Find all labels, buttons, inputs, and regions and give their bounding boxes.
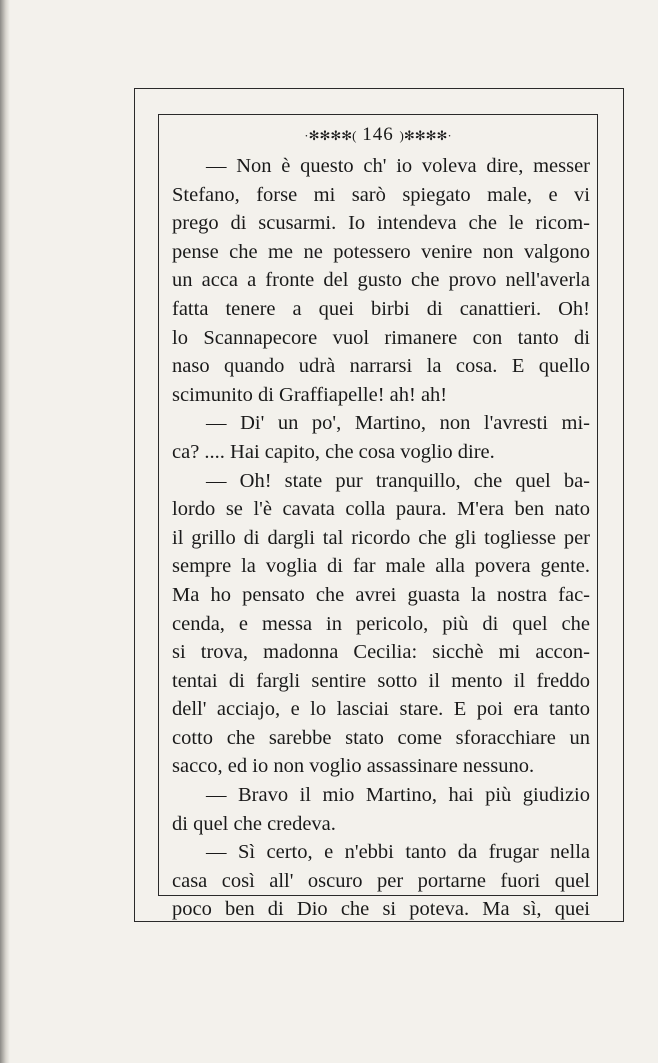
text-line: pense che me ne potessero venire non valgono (172, 240, 590, 263)
text-line: si trova, madonna Cecilia: sicchè mi accon- (172, 641, 590, 664)
text-line: naso quando udrà narrarsi la cosa. E quello (172, 355, 590, 378)
text-line: casa così all' oscuro per portarne fuori quel (172, 869, 590, 892)
text-line: cenda, e messa in pericolo, più di quel che (172, 612, 590, 635)
ornament-left-icon: ·✻✻✻✻( (304, 128, 357, 143)
page-number: 146 (362, 124, 394, 145)
text-line: Ma ho pensato che avrei guasta la nostra fac- (172, 583, 590, 606)
ornament-right-icon: )✻✻✻✻· (399, 128, 452, 143)
text-line: fatta tenere a quei birbi di canattieri. Oh! (172, 297, 590, 320)
text-line: cotto che sarebbe stato come sforacchiare un (172, 726, 590, 749)
text-line: un acca a fronte del gusto che provo nell'averla (172, 269, 590, 292)
text-line: di quel che credeva. (172, 812, 336, 835)
page-edge (0, 0, 10, 1063)
text-line: — Bravo il mio Martino, hai più giudizio (206, 784, 590, 807)
text-line: sempre la voglia di far male alla povera gente. (172, 555, 590, 578)
text-line: — Oh! state pur tranquillo, che quel ba- (206, 469, 590, 492)
text-line: — Non è questo ch' io voleva dire, messer (206, 155, 590, 177)
text-line: sacco, ed io non voglio assassinare nessuno. (172, 755, 535, 778)
text-line: poco ben di Dio che si poteva. Ma sì, quei (172, 898, 590, 921)
text-line: — Di' un po', Martino, non l'avresti mi- (206, 412, 590, 435)
text-line: lordo se l'è cavata colla paura. M'era ben nato (172, 498, 590, 521)
text-line: — Sì certo, e n'ebbi tanto da frugar nella (206, 841, 590, 864)
text-line: scimunito di Graffiapelle! ah! ah! (172, 383, 448, 406)
text-line: il grillo di dargli tal ricordo che gli togliesse per (172, 526, 590, 549)
page-header (158, 124, 598, 146)
text-line: ca? .... Hai capito, che cosa voglio dire. (172, 440, 495, 463)
text-line: prego di scusarmi. Io intendeva che le ricom- (172, 212, 590, 235)
text-line: lo Scannapecore vuol rimanere con tanto di (172, 326, 590, 349)
text-line: tentai di fargli sentire sotto il mento il freddo (172, 669, 590, 692)
text-line: Stefano, forse mi sarò spiegato male, e vi (172, 183, 590, 206)
text-line: dell' acciajo, e lo lasciai stare. E poi era tanto (172, 698, 590, 721)
body-text (172, 152, 590, 924)
